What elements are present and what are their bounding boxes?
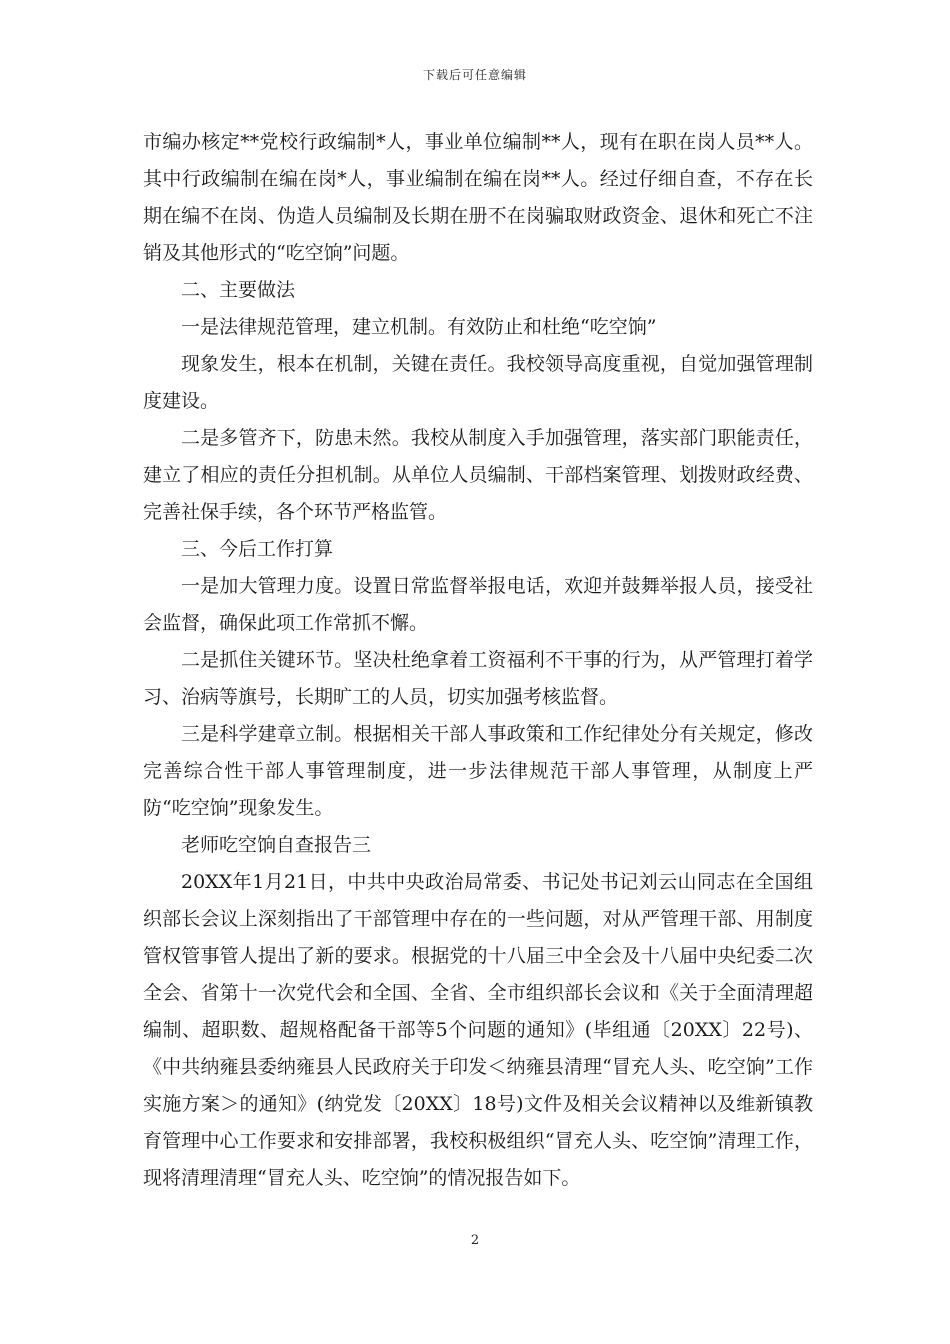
page-number: 2 [470, 1233, 480, 1248]
paragraph-practice-one-continued: 现象发生，根本在机制，关键在责任。我校领导高度重视，自觉加强管理制度建设。 [143, 353, 813, 412]
paragraph-report-three-intro: 20XX年1月21日，中共中央政治局常委、书记处书记刘云山同志在全国组织部长会议上深刻指出了干部管理中存在的一些问题，对从严管理干部、用制度管权管事管人提出了新的要求。根据党的十八届三中全会及十八届中央纪委二次全会、省第十一次党代会和全国、全省、全市组织部长会议和《关于全面清理超编制、超职数、超规格配备干部等5个问题的通知》(毕组通〔20XX〕22号)、《中共纳雍县委纳雍县人民政府关于印发＜纳雍县清理“冒充人头、吃空饷”工作实施方案＞的通知》(纳党发〔20XX〕18号)文件及相关会议精神以及维新镇教育管理中心工作要求和安排部署，我校积极组织“冒充人头、吃空饷”清理工作，现将清理清理“冒充人头、吃空饷”的情况报告如下。 [143, 871, 813, 1189]
header-note: 下载后可任意编辑 [422, 68, 527, 82]
paragraph-plan-one: 一是加大管理力度。设置日常监督举报电话，欢迎并鼓舞举报人员，接受社会监督，确保此项工作常抓不懈。 [143, 575, 813, 634]
paragraph-staffing: 市编办核定**党校行政编制*人，事业单位编制**人，现有在职在岗人员**人。其中行政编制在编在岗*人，事业编制在编在岗**人。经过仔细自查，不存在长期在编不在岗、伪造人员编制及长期在册不在岗骗取财政资金、退休和死亡不注销及其他形式的“吃空饷”问题。 [143, 131, 813, 264]
paragraph-plan-two: 二是抓住关键环节。坚决杜绝拿着工资福利不干事的行为，从严管理打着学习、治病等旗号，长期旷工的人员，切实加强考核监督。 [143, 649, 813, 708]
section-heading-main-practices: 二、主要做法 [181, 279, 296, 301]
paragraph-practice-one: 一是法律规范管理，建立机制。有效防止和杜绝“吃空饷” [181, 316, 657, 338]
section-heading-future-plans: 三、今后工作打算 [181, 538, 334, 560]
document-body [143, 124, 813, 1197]
report-title: 老师吃空饷自查报告三 [181, 834, 372, 856]
paragraph-plan-three: 三是科学建章立制。根据相关干部人事政策和工作纪律处分有关规定，修改完善综合性干部人事管理制度，进一步法律规范干部人事管理，从制度上严防“吃空饷”现象发生。 [143, 723, 813, 819]
paragraph-practice-two: 二是多管齐下，防患未然。我校从制度入手加强管理，落实部门职能责任，建立了相应的责任分担机制。从单位人员编制、干部档案管理、划拨财政经费、完善社保手续，各个环节严格监管。 [143, 427, 813, 523]
